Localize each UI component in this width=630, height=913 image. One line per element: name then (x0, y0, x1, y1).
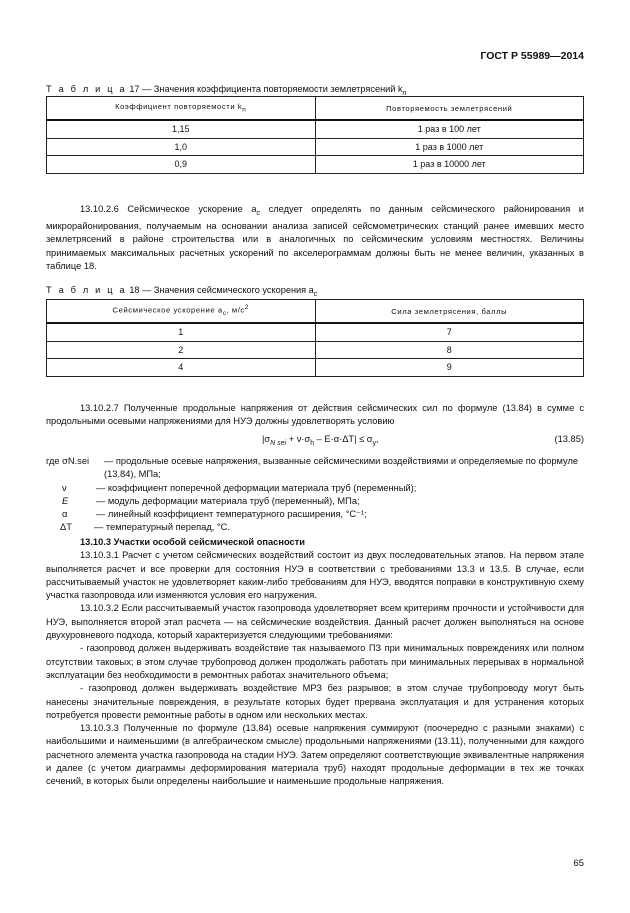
page-number: 65 (573, 858, 584, 869)
paragraph-13-10-2-6: 13.10.2.6 Сейсмическое ускорение $a_c$ следует определять по данным сейсмического районирования и микрорайонирования, получаемым на основании анализа записей сейсмометрических станций ранее имевших место землетрясений в районе строительства или в аналогичных по сейсмическим условиям местностях. Величины принимаемых максимальных расчетных ускорений по акселерограммам должны быть не менее величин, указанных в таблице 18. (46, 204, 584, 272)
paragraph-13-10-3-2: 13.10.3.2 Если рассчитываемый участок газопровода удовлетворяет всем критериям прочности и устойчивости для НУЭ, выполняется второй этап расчета — на сейсмические воздействия. Данный расчет должен выполняться на основе двухуровневого подхода, который характеризуется следующими требованиями: (46, 603, 584, 641)
table-row: 1,15 1 раз в 100 лет (47, 120, 584, 138)
definition-item: ν — коэффициент поперечной деформации материала труб (переменный); (62, 482, 417, 493)
table-row: 2 8 (47, 341, 584, 359)
table-row: 0,9 1 раз в 10000 лет (47, 156, 584, 174)
table18-caption: Т а б л и ц а 18 — Значения сейсмического ускорения $a_c$ (46, 285, 318, 298)
table17-header-k: Коэффициент повторяемости $k_n$ (47, 97, 316, 121)
section-title: 13.10.3 Участки особой сейсмической опасности (80, 537, 305, 547)
formula-13-85: $|\sigma_{N sei} + \nu\cdot\sigma_h - E\cdot\alpha\cdot\Delta T| \le \sigma_y$, (262, 434, 379, 447)
table18 (46, 299, 584, 377)
paragraph-13-10-2-7: 13.10.2.7 Полученные продольные напряжения от действия сейсмических сил по формуле (13.84) в сумме с продольными осевыми напряжениями для НУЭ должны удовлетворять условию (46, 403, 584, 427)
definitions-list (46, 455, 584, 535)
paragraph-list-item: - газопровод должен выдерживать воздействие МРЗ без разрывов; в этом случае трубопроводу могут быть нанесены значительные повреждения, в результате которых будет прервана эксплуатация и для устранения которых потребуется провести ремонтные работы в одном или нескольких местах. (46, 683, 584, 720)
paragraph-list-item: - газопровод должен выдерживать воздействие так называемого ПЗ при минимальных повреждениях или полном отсутствии таковых; в этом случае трубопровод должен продолжать работать при минимальных перерывах в нормальной эксплуатации без необходимости в ремонтных работах значительного объема; (46, 643, 584, 680)
definition-item: где σN.sei — продольные осевые напряжения, вызванные сейсмическими воздействиями и определяемые по формуле (13.84), МПа; (46, 456, 579, 480)
definition-item: E — модуль деформации материала труб (переменный), МПа; (62, 495, 360, 506)
table-row: 4 9 (47, 359, 584, 377)
table18-header-accel: Сейсмическое ускорение $a_c$, $м/с^2$ (47, 300, 316, 324)
table-row: 1,0 1 раз в 1000 лет (47, 138, 584, 156)
definition-item: ΔT — температурный перепад, °С. (60, 522, 230, 533)
paragraph-13-10-3-3: 13.10.3.3 Полученные по формуле (13.84) осевые напряжения суммируют (поочередно с разными знаками) с наибольшими и наименьшими (в алгебраическом смысле) продольными напряжениями (13.11), полученными для каждого расчетного элемента участка газопровода на стадии НУЭ. Затем определяют соответствующие эквивалентные напряжения и далее (с учетом диаграммы деформирования материала труб) находят продольные деформации в тех же точках сечений, в которых были определены наибольшие и наименьшие продольные напряжения. (46, 723, 585, 787)
table18-header-force: Сила землетрясения, баллы (315, 300, 584, 324)
table17-caption: Т а б л и ц а 17 — Значения коэффициента повторяемости землетрясений $k_n$ (46, 84, 407, 97)
table17 (46, 96, 584, 174)
definition-item: α — линейный коэффициент температурного расширения, °С⁻¹; (62, 509, 367, 520)
paragraph-13-10-3-1: 13.10.3.1 Расчет с учетом сейсмических воздействий состоит из двух последовательных этапов. На первом этапе выполняется расчет и все проверки для состояния НУЭ в соответствии с требованиями 13.3 и 13.5. В случае, если рассчитываемый участок не удовлетворяет каким-либо требованиям для НУЭ, вводятся поправки в конструктивную схему участка газопровода или изменяются условия его нагружения. (46, 550, 584, 601)
document-header: ГОСТ Р 55989—2014 (480, 50, 584, 62)
formula-number: (13.85) (554, 434, 584, 444)
table17-header-freq: Повторяемость землетрясений (315, 97, 584, 121)
table-row: 1 7 (47, 323, 584, 341)
section-13-10-3 (46, 536, 584, 789)
